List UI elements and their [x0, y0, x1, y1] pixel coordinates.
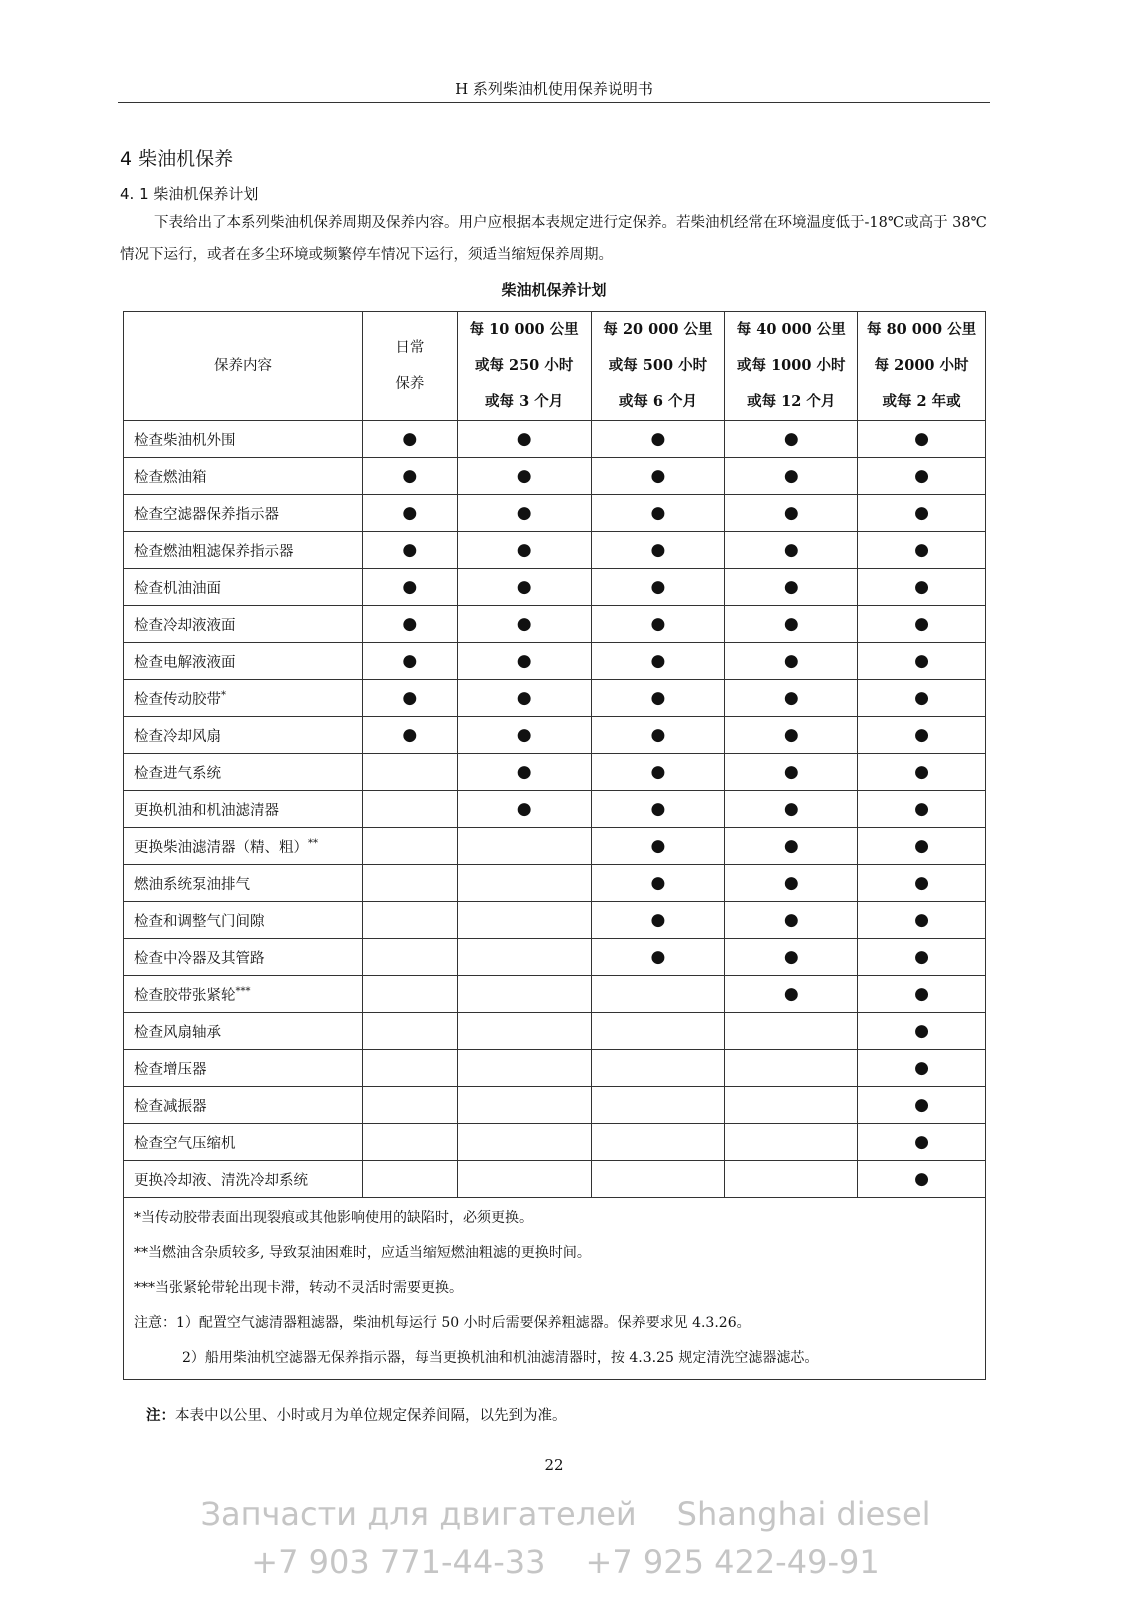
empty-cell — [362, 1124, 457, 1161]
maintenance-mark-cell — [591, 495, 725, 532]
maintenance-mark-cell — [457, 458, 591, 495]
row-item-label: 检查传动胶带 — [134, 691, 221, 708]
maintenance-mark-cell — [591, 717, 725, 754]
filled-dot-icon: ● — [914, 1132, 929, 1152]
table-row — [124, 902, 986, 939]
filled-dot-icon: ● — [783, 947, 799, 967]
row-item-label: 检查冷却风扇 — [134, 728, 221, 745]
filled-dot-icon: ● — [402, 466, 418, 486]
maintenance-mark-cell — [858, 1124, 986, 1161]
filled-dot-icon: ● — [650, 503, 666, 523]
maintenance-mark-cell — [725, 865, 858, 902]
filled-dot-icon: ● — [402, 614, 418, 634]
empty-cell — [725, 1013, 858, 1050]
table-row — [124, 1124, 986, 1161]
maintenance-mark-cell — [725, 495, 858, 532]
filled-dot-icon: ● — [650, 910, 666, 930]
filled-dot-icon: ● — [914, 799, 929, 819]
table-row — [124, 717, 986, 754]
table-row — [124, 976, 986, 1013]
maintenance-mark-cell — [362, 680, 457, 717]
row-item-label: 检查空气压缩机 — [134, 1135, 236, 1152]
watermark-line: +7 925 422-49-91 — [585, 1543, 880, 1581]
header-item — [124, 312, 363, 421]
filled-dot-icon: ● — [783, 466, 799, 486]
maintenance-mark-cell — [457, 680, 591, 717]
row-item-label: 检查增压器 — [134, 1061, 207, 1078]
filled-dot-icon: ● — [914, 466, 929, 486]
row-item — [124, 717, 363, 754]
filled-dot-icon: ● — [516, 503, 532, 523]
header-line: 每 10 000 公里 — [469, 321, 579, 338]
section-title: 4 柴油机保养 — [120, 148, 234, 170]
maintenance-mark-cell — [591, 532, 725, 569]
maintenance-mark-cell — [591, 606, 725, 643]
row-item — [124, 680, 363, 717]
empty-cell — [362, 976, 457, 1013]
filled-dot-icon: ● — [783, 577, 799, 597]
page-number: 22 — [544, 1456, 564, 1474]
filled-dot-icon: ● — [516, 762, 532, 782]
filled-dot-icon: ● — [783, 984, 799, 1004]
filled-dot-icon: ● — [783, 503, 799, 523]
maintenance-mark-cell — [591, 939, 725, 976]
watermark-line: +7 903 771-44-33 — [251, 1543, 546, 1581]
table-row — [124, 458, 986, 495]
row-item — [124, 495, 363, 532]
row-item — [124, 606, 363, 643]
row-item-label: 检查电解液液面 — [134, 654, 236, 671]
watermark-line: Shanghai diesel — [676, 1495, 931, 1533]
filled-dot-icon: ● — [914, 725, 929, 745]
row-item-label: 检查胶带张紧轮 — [134, 987, 236, 1004]
filled-dot-icon: ● — [914, 947, 929, 967]
filled-dot-icon: ● — [783, 651, 799, 671]
running-header: H 系列柴油机使用保养说明书 — [455, 80, 653, 98]
header-line: 保养内容 — [213, 358, 272, 374]
empty-cell — [362, 791, 457, 828]
header-line: 或每 500 小时 — [608, 357, 708, 374]
row-item — [124, 1087, 363, 1124]
row-item-label: 燃油系统泵油排气 — [134, 876, 250, 893]
maintenance-mark-cell — [725, 717, 858, 754]
row-item — [124, 902, 363, 939]
footnote-marker: ** — [308, 837, 318, 849]
empty-cell — [725, 1050, 858, 1087]
filled-dot-icon: ● — [516, 540, 532, 560]
note-line: ***当张紧轮带轮出现卡滞，转动不灵活时需要更换。 — [134, 1280, 463, 1296]
filled-dot-icon: ● — [783, 762, 799, 782]
maintenance-mark-cell — [858, 754, 986, 791]
table-row — [124, 569, 986, 606]
header-interval — [362, 312, 457, 421]
row-item — [124, 1124, 363, 1161]
empty-cell — [362, 754, 457, 791]
watermark — [0, 1490, 1131, 1586]
filled-dot-icon: ● — [650, 873, 666, 893]
maintenance-mark-cell — [725, 939, 858, 976]
maintenance-mark-cell — [362, 458, 457, 495]
empty-cell — [362, 902, 457, 939]
filled-dot-icon: ● — [914, 1095, 929, 1115]
section-subtitle: 4. 1 柴油机保养计划 — [120, 185, 259, 203]
watermark-row — [0, 1490, 1131, 1538]
note-line: 2）船用柴油机空滤器无保养指示器，每当更换机油和机油滤清器时，按 4.3.25 规定清洗空滤器滤芯。 — [182, 1350, 819, 1366]
filled-dot-icon: ● — [914, 762, 929, 782]
header-line: 每 2000 小时 — [874, 357, 969, 374]
table-row — [124, 495, 986, 532]
maintenance-mark-cell — [591, 458, 725, 495]
header-line: 每 20 000 公里 — [603, 321, 713, 338]
maintenance-mark-cell — [858, 643, 986, 680]
filled-dot-icon: ● — [650, 577, 666, 597]
maintenance-mark-cell — [362, 421, 457, 458]
table-row — [124, 421, 986, 458]
header-line: 保养 — [395, 376, 425, 392]
filled-dot-icon: ● — [516, 577, 532, 597]
header-line: 或每 250 小时 — [474, 357, 574, 374]
empty-cell — [457, 976, 591, 1013]
filled-dot-icon: ● — [914, 577, 929, 597]
footnote-marker: *** — [235, 985, 251, 997]
maintenance-mark-cell — [725, 532, 858, 569]
filled-dot-icon: ● — [402, 540, 418, 560]
maintenance-mark-cell — [725, 754, 858, 791]
header-line: 或每 3 个月 — [485, 393, 564, 410]
empty-cell — [457, 1013, 591, 1050]
maintenance-mark-cell — [725, 421, 858, 458]
maintenance-mark-cell — [858, 495, 986, 532]
table-row — [124, 1161, 986, 1198]
maintenance-schedule-table — [123, 311, 986, 1380]
maintenance-mark-cell — [362, 717, 457, 754]
table-row — [124, 1013, 986, 1050]
header-rule — [118, 102, 990, 103]
table-row — [124, 606, 986, 643]
empty-cell — [457, 1124, 591, 1161]
empty-cell — [591, 1087, 725, 1124]
row-item — [124, 421, 363, 458]
empty-cell — [591, 1161, 725, 1198]
maintenance-mark-cell — [362, 532, 457, 569]
table-notes — [124, 1198, 986, 1380]
filled-dot-icon: ● — [650, 762, 666, 782]
maintenance-mark-cell — [591, 791, 725, 828]
maintenance-mark-cell — [591, 828, 725, 865]
footnote — [146, 1404, 567, 1425]
filled-dot-icon: ● — [783, 799, 799, 819]
filled-dot-icon: ● — [650, 836, 666, 856]
filled-dot-icon: ● — [516, 799, 532, 819]
maintenance-mark-cell — [725, 828, 858, 865]
maintenance-mark-cell — [591, 421, 725, 458]
table-header-row — [124, 312, 986, 421]
maintenance-mark-cell — [725, 569, 858, 606]
table-row — [124, 532, 986, 569]
row-item — [124, 865, 363, 902]
filled-dot-icon: ● — [650, 651, 666, 671]
filled-dot-icon: ● — [783, 873, 799, 893]
maintenance-mark-cell — [725, 976, 858, 1013]
maintenance-mark-cell — [457, 606, 591, 643]
row-item-label: 检查减振器 — [134, 1098, 207, 1115]
maintenance-mark-cell — [457, 532, 591, 569]
empty-cell — [362, 1050, 457, 1087]
filled-dot-icon: ● — [914, 429, 929, 449]
maintenance-mark-cell — [858, 902, 986, 939]
maintenance-mark-cell — [858, 1013, 986, 1050]
row-item-label: 检查风扇轴承 — [134, 1024, 221, 1041]
header-line: 或每 2 年或 — [882, 393, 961, 410]
filled-dot-icon: ● — [783, 614, 799, 634]
maintenance-mark-cell — [591, 902, 725, 939]
filled-dot-icon: ● — [914, 873, 929, 893]
note-line: 注意：1）配置空气滤清器粗滤器，柴油机每运行 50 小时后需要保养粗滤器。保养要求见 4.3.26。 — [134, 1315, 751, 1331]
filled-dot-icon: ● — [650, 466, 666, 486]
table-row — [124, 865, 986, 902]
filled-dot-icon: ● — [914, 1021, 929, 1041]
empty-cell — [362, 865, 457, 902]
filled-dot-icon: ● — [783, 910, 799, 930]
maintenance-mark-cell — [858, 532, 986, 569]
row-item-label: 检查和调整气门间隙 — [134, 913, 265, 930]
maintenance-mark-cell — [362, 643, 457, 680]
maintenance-mark-cell — [858, 791, 986, 828]
maintenance-mark-cell — [591, 754, 725, 791]
row-item — [124, 754, 363, 791]
table-row — [124, 939, 986, 976]
maintenance-mark-cell — [362, 569, 457, 606]
row-item — [124, 569, 363, 606]
row-item — [124, 532, 363, 569]
empty-cell — [362, 1013, 457, 1050]
filled-dot-icon: ● — [650, 688, 666, 708]
maintenance-mark-cell — [858, 717, 986, 754]
row-item-label: 更换机油和机油滤清器 — [134, 802, 279, 819]
row-item — [124, 643, 363, 680]
maintenance-mark-cell — [362, 606, 457, 643]
filled-dot-icon: ● — [650, 799, 666, 819]
row-item-label: 更换柴油滤清器（精、粗） — [134, 839, 308, 856]
header-interval — [858, 312, 986, 421]
maintenance-mark-cell — [725, 458, 858, 495]
footnote-text: 本表中以公里、小时或月为单位规定保养间隔，以先到为准。 — [175, 1408, 567, 1424]
filled-dot-icon: ● — [914, 540, 929, 560]
maintenance-mark-cell — [858, 828, 986, 865]
filled-dot-icon: ● — [914, 910, 929, 930]
empty-cell — [362, 939, 457, 976]
row-item-label: 检查中冷器及其管路 — [134, 950, 265, 967]
filled-dot-icon: ● — [402, 503, 418, 523]
header-interval — [725, 312, 858, 421]
header-line: 每 40 000 公里 — [736, 321, 846, 338]
maintenance-mark-cell — [858, 458, 986, 495]
row-item-label: 检查柴油机外围 — [134, 432, 236, 449]
filled-dot-icon: ● — [914, 836, 929, 856]
maintenance-mark-cell — [457, 421, 591, 458]
maintenance-mark-cell — [858, 680, 986, 717]
filled-dot-icon: ● — [914, 651, 929, 671]
filled-dot-icon: ● — [402, 725, 418, 745]
filled-dot-icon: ● — [402, 577, 418, 597]
filled-dot-icon: ● — [783, 540, 799, 560]
filled-dot-icon: ● — [783, 725, 799, 745]
header-line: 每 80 000 公里 — [867, 321, 977, 338]
filled-dot-icon: ● — [783, 429, 799, 449]
maintenance-mark-cell — [591, 569, 725, 606]
filled-dot-icon: ● — [650, 540, 666, 560]
header-line: 日常 — [395, 340, 425, 356]
row-item — [124, 828, 363, 865]
watermark-line: Запчасти для двигателей — [200, 1495, 637, 1533]
filled-dot-icon: ● — [783, 688, 799, 708]
maintenance-mark-cell — [725, 643, 858, 680]
maintenance-mark-cell — [362, 495, 457, 532]
row-item-label: 检查燃油粗滤保养指示器 — [134, 543, 294, 560]
row-item — [124, 1013, 363, 1050]
empty-cell — [457, 1050, 591, 1087]
note-line: *当传动胶带表面出现裂痕或其他影响使用的缺陷时，必须更换。 — [134, 1210, 533, 1226]
row-item — [124, 976, 363, 1013]
header-line: 或每 1000 小时 — [737, 357, 846, 374]
row-item-label: 检查机油油面 — [134, 580, 221, 597]
table-row — [124, 754, 986, 791]
filled-dot-icon: ● — [783, 836, 799, 856]
empty-cell — [725, 1161, 858, 1198]
row-item-label: 更换冷却液、清洗冷却系统 — [134, 1172, 308, 1189]
empty-cell — [362, 828, 457, 865]
row-item — [124, 791, 363, 828]
filled-dot-icon: ● — [914, 1058, 929, 1078]
maintenance-mark-cell — [457, 717, 591, 754]
maintenance-mark-cell — [457, 754, 591, 791]
filled-dot-icon: ● — [402, 651, 418, 671]
maintenance-mark-cell — [591, 643, 725, 680]
maintenance-mark-cell — [858, 1050, 986, 1087]
filled-dot-icon: ● — [650, 614, 666, 634]
maintenance-mark-cell — [725, 606, 858, 643]
maintenance-mark-cell — [858, 606, 986, 643]
maintenance-mark-cell — [858, 865, 986, 902]
filled-dot-icon: ● — [914, 503, 929, 523]
empty-cell — [457, 902, 591, 939]
filled-dot-icon: ● — [516, 688, 532, 708]
watermark-row — [0, 1538, 1131, 1586]
table-caption: 柴油机保养计划 — [501, 281, 607, 299]
filled-dot-icon: ● — [516, 725, 532, 745]
empty-cell — [362, 1087, 457, 1124]
maintenance-mark-cell — [858, 939, 986, 976]
empty-cell — [725, 1124, 858, 1161]
filled-dot-icon: ● — [516, 651, 532, 671]
row-item-label: 检查进气系统 — [134, 765, 221, 782]
row-item — [124, 1161, 363, 1198]
filled-dot-icon: ● — [650, 725, 666, 745]
footnote-label: 注： — [146, 1407, 175, 1424]
filled-dot-icon: ● — [516, 466, 532, 486]
header-line: 或每 6 个月 — [618, 393, 698, 410]
table-row — [124, 828, 986, 865]
empty-cell — [457, 865, 591, 902]
empty-cell — [725, 1087, 858, 1124]
empty-cell — [591, 976, 725, 1013]
filled-dot-icon: ● — [914, 984, 929, 1004]
notes-row — [124, 1198, 986, 1380]
note-line: **当燃油含杂质较多, 导致泵油困难时，应适当缩短燃油粗滤的更换时间。 — [134, 1245, 591, 1261]
maintenance-mark-cell — [457, 791, 591, 828]
row-item-label: 检查燃油箱 — [134, 469, 207, 486]
filled-dot-icon: ● — [516, 614, 532, 634]
maintenance-mark-cell — [457, 643, 591, 680]
row-item-label: 检查冷却液液面 — [134, 617, 236, 634]
filled-dot-icon: ● — [914, 1169, 929, 1189]
maintenance-mark-cell — [858, 976, 986, 1013]
footnote-marker: * — [221, 689, 226, 701]
row-item — [124, 458, 363, 495]
intro-paragraph: 下表给出了本系列柴油机保养周期及保养内容。用户应根据本表规定进行定保养。若柴油机经常在环境温度低于-18℃或高于 38℃情况下运行，或者在多尘环境或频繁停车情况下运行，须适当缩短保养周期。 — [120, 215, 987, 263]
maintenance-mark-cell — [858, 1087, 986, 1124]
empty-cell — [362, 1161, 457, 1198]
empty-cell — [457, 939, 591, 976]
maintenance-mark-cell — [591, 680, 725, 717]
empty-cell — [457, 1161, 591, 1198]
filled-dot-icon: ● — [914, 614, 929, 634]
filled-dot-icon: ● — [650, 947, 666, 967]
maintenance-mark-cell — [591, 865, 725, 902]
empty-cell — [591, 1013, 725, 1050]
maintenance-mark-cell — [858, 569, 986, 606]
empty-cell — [457, 828, 591, 865]
table-row — [124, 1050, 986, 1087]
table-row — [124, 643, 986, 680]
header-line: 或每 12 个月 — [747, 393, 836, 410]
filled-dot-icon: ● — [402, 688, 418, 708]
row-item-label: 检查空滤器保养指示器 — [134, 506, 279, 523]
filled-dot-icon: ● — [516, 429, 532, 449]
maintenance-mark-cell — [725, 902, 858, 939]
table-row — [124, 680, 986, 717]
row-item — [124, 939, 363, 976]
header-interval — [457, 312, 591, 421]
table-row — [124, 791, 986, 828]
row-item — [124, 1050, 363, 1087]
maintenance-mark-cell — [858, 421, 986, 458]
maintenance-mark-cell — [725, 791, 858, 828]
empty-cell — [591, 1050, 725, 1087]
maintenance-mark-cell — [725, 680, 858, 717]
maintenance-mark-cell — [457, 569, 591, 606]
empty-cell — [591, 1124, 725, 1161]
filled-dot-icon: ● — [650, 429, 666, 449]
maintenance-mark-cell — [858, 1161, 986, 1198]
table-row — [124, 1087, 986, 1124]
filled-dot-icon: ● — [914, 688, 929, 708]
header-interval — [591, 312, 725, 421]
filled-dot-icon: ● — [402, 429, 418, 449]
empty-cell — [457, 1087, 591, 1124]
maintenance-mark-cell — [457, 495, 591, 532]
